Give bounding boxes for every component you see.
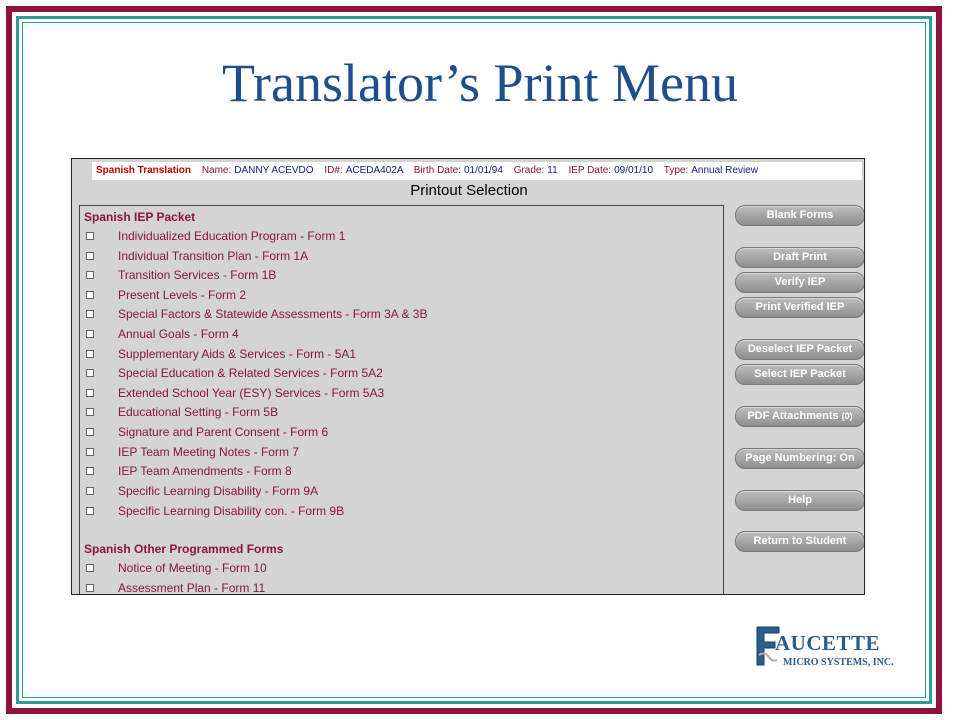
birth-date-label: Birth Date: (413, 165, 461, 176)
checkbox[interactable] (86, 350, 94, 358)
verify-iep-button[interactable]: Verify IEP (735, 272, 865, 293)
translation-label: Spanish Translation (96, 165, 192, 176)
list-item[interactable]: Notice of Meeting - Form 10 (80, 560, 720, 578)
checkbox[interactable] (86, 467, 94, 475)
name-label: Name: (201, 165, 232, 176)
printout-selection-title: Printout Selection (410, 182, 528, 199)
list-item[interactable]: Present Levels - Form 2 (80, 287, 720, 305)
list-item[interactable]: Supplementary Aids & Services - Form - 5A1 (80, 346, 720, 364)
type-value: Annual Review (691, 165, 758, 176)
checkbox[interactable] (86, 310, 94, 318)
list-item[interactable]: Educational Setting - Form 5B (80, 404, 720, 422)
id-label: ID#: (324, 165, 343, 176)
checkbox[interactable] (86, 487, 94, 495)
list-item[interactable]: IEP Team Amendments - Form 8 (80, 463, 720, 481)
slide-title: Translator’s Print Menu (221, 53, 739, 113)
return-to-student-button[interactable]: Return to Student (735, 531, 865, 552)
birth-date-value: 01/01/94 (463, 165, 503, 176)
list-item[interactable]: Extended School Year (ESY) Services - Form 5A3 (80, 385, 720, 403)
help-button[interactable]: Help (735, 490, 865, 511)
checkbox[interactable] (86, 564, 94, 572)
iep-date-label: IEP Date: (568, 165, 612, 176)
form-list-panel (79, 205, 724, 595)
checkbox[interactable] (86, 291, 94, 299)
checkbox[interactable] (86, 369, 94, 377)
list-item[interactable]: Signature and Parent Consent - Form 6 (80, 424, 720, 442)
list-item[interactable]: Transition Services - Form 1B (80, 267, 720, 285)
checkbox[interactable] (86, 330, 94, 338)
logo-subtitle: MICRO SYSTEMS, INC. (783, 657, 894, 668)
list-item[interactable]: Annual Goals - Form 4 (80, 326, 720, 344)
pdf-attachments-button[interactable] (735, 406, 865, 427)
page-numbering-button[interactable]: Page Numbering: On (735, 448, 865, 469)
draft-print-button[interactable]: Draft Print (735, 247, 865, 268)
checkbox[interactable] (86, 252, 94, 260)
list-item[interactable]: Special Factors & Statewide Assessments - Form 3A & 3B (80, 306, 720, 324)
list-item[interactable]: Individualized Education Program - Form 1 (80, 228, 720, 246)
name-value: DANNY ACEVDO (234, 165, 314, 176)
blank-forms-button[interactable]: Blank Forms (735, 205, 865, 226)
logo-name: AUCETTE (775, 631, 881, 655)
list-item[interactable]: IEP Team Meeting Notes - Form 7 (80, 444, 720, 462)
select-iep-packet-button[interactable]: Select IEP Packet (735, 364, 865, 385)
iep-date-value: 09/01/10 (614, 165, 654, 176)
grade-label: Grade: (513, 165, 545, 176)
pdf-attachments-count: (0) (841, 411, 853, 421)
section-heading-iep-packet: Spanish IEP Packet (84, 210, 196, 224)
list-item[interactable]: Individual Transition Plan - Form 1A (80, 248, 720, 266)
list-item[interactable]: Assessment Plan - Form 11 (80, 580, 720, 595)
faucette-logo (755, 625, 894, 675)
checkbox[interactable] (86, 448, 94, 456)
checkbox[interactable] (86, 232, 94, 240)
type-label: Type: (663, 165, 689, 176)
checkbox[interactable] (86, 389, 94, 397)
checkbox[interactable] (86, 408, 94, 416)
checkbox[interactable] (86, 271, 94, 279)
id-value: ACEDA402A (345, 165, 403, 176)
checkbox[interactable] (86, 507, 94, 515)
pdf-attachments-label: PDF Attachments (747, 410, 839, 422)
checkbox[interactable] (86, 584, 94, 592)
list-item[interactable]: Specific Learning Disability con. - Form 9B (80, 503, 720, 521)
grade-value: 11 (547, 165, 558, 176)
section-heading-other-forms: Spanish Other Programmed Forms (84, 542, 284, 556)
list-item[interactable]: Special Education & Related Services - Form 5A2 (80, 365, 720, 383)
student-header (92, 162, 862, 180)
deselect-iep-packet-button[interactable]: Deselect IEP Packet (735, 339, 865, 360)
print-menu-window (71, 158, 865, 595)
list-item[interactable]: Specific Learning Disability - Form 9A (80, 483, 720, 501)
print-verified-iep-button[interactable]: Print Verified IEP (735, 297, 865, 318)
checkbox[interactable] (86, 428, 94, 436)
